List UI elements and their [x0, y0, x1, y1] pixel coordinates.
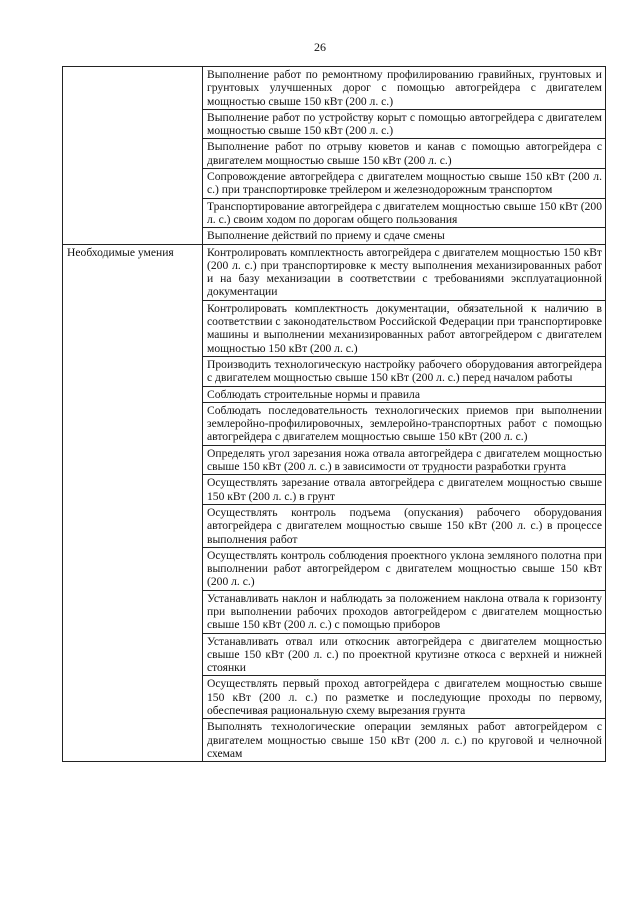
table-cell: Сопровождение автогрейдера с двигателем мощностью свыше 150 кВт (200 л. с.) при транспортировке трейлером и железнодорожным транспортом	[203, 169, 606, 199]
table-cell: Выполнять технологические операции земляных работ автогрейдером с двигателем мощностью свыше 150 кВт (200 л. с.) по круговой и челночной схемам	[203, 719, 606, 762]
table-cell: Транспортирование автогрейдера с двигателем мощностью свыше 150 кВт (200 л. с.) своим ходом по дорогам общего пользования	[203, 198, 606, 228]
section-label-cell	[63, 67, 203, 245]
section-label-skills: Необходимые умения	[63, 244, 203, 762]
table-cell: Осуществлять первый проход автогрейдера с двигателем мощностью свыше 150 кВт (200 л. с.) по разметке и последующие проходы по первому, обеспечивая рациональную схему вырезания грунта	[203, 676, 606, 719]
table-row	[63, 67, 606, 110]
table-cell: Соблюдать последовательность технологических приемов при выполнении землеройно-профилировочных, землеройно-транспортных работ с помощью автогрейдера с двигателем мощностью свыше 150 кВт (200 л. с.)	[203, 402, 606, 445]
page-number: 26	[314, 40, 326, 54]
table-cell: Осуществлять зарезание отвала автогрейдера с двигателем мощностью свыше 150 кВт (200 л. с.) в грунт	[203, 475, 606, 505]
table-cell: Устанавливать отвал или откосник автогрейдера с двигателем мощностью свыше 150 кВт (200 л. с.) по проектной крутизне откоса с верхней и нижней стоянки	[203, 633, 606, 676]
table-cell: Определять угол зарезания ножа отвала автогрейдера с двигателем мощностью свыше 150 кВт (200 л. с.) в зависимости от трудности разработки грунта	[203, 445, 606, 475]
table-cell: Осуществлять контроль подъема (опускания) рабочего оборудования автогрейдера с двигателем мощностью свыше 150 кВт (200 л. с.) в процессе выполнения работ	[203, 504, 606, 547]
table-cell: Соблюдать строительные нормы и правила	[203, 386, 606, 402]
table-cell: Производить технологическую настройку рабочего оборудования автогрейдера с двигателем мощностью свыше 150 кВт (200 л. с.) перед началом работы	[203, 356, 606, 386]
table-cell: Выполнение работ по отрыву кюветов и канав с помощью автогрейдера с двигателем мощностью свыше 150 кВт (200 л. с.)	[203, 139, 606, 169]
table-cell: Выполнение работ по ремонтному профилированию гравийных, грунтовых и грунтовых улучшенных дорог с помощью автогрейдера с двигателем мощностью свыше 150 кВт (200 л. с.)	[203, 67, 606, 110]
table-cell: Устанавливать наклон и наблюдать за положением наклона отвала к горизонту при выполнении рабочих проходов автогрейдером с двигателем мощностью свыше 150 кВт (200 л. с.) с помощью приборов	[203, 590, 606, 633]
table-cell: Осуществлять контроль соблюдения проектного уклона земляного полотна при выполнении работ автогрейдером с двигателем мощностью свыше 150 кВт (200 л. с.)	[203, 547, 606, 590]
table-cell: Выполнение работ по устройству корыт с помощью автогрейдера с двигателем мощностью свыше 150 кВт (200 л. с.)	[203, 109, 606, 139]
table-cell: Выполнение действий по приему и сдаче смены	[203, 228, 606, 244]
table-cell: Контролировать комплектность документации, обязательной к наличию в соответствии с законодательством Российской Федерации при транспортировке машины и выполнении механизированных работ автогрейдером с двигателем мощностью 150 кВт (200 л. с.)	[203, 300, 606, 356]
table-row	[63, 244, 606, 300]
table-cell: Контролировать комплектность автогрейдера с двигателем мощностью 150 кВт (200 л. с.) при транспортировке к месту выполнения механизированных работ и на базу механизации в соответствии с требованиями эксплуатационной документации	[203, 244, 606, 300]
requirements-table	[62, 66, 606, 762]
